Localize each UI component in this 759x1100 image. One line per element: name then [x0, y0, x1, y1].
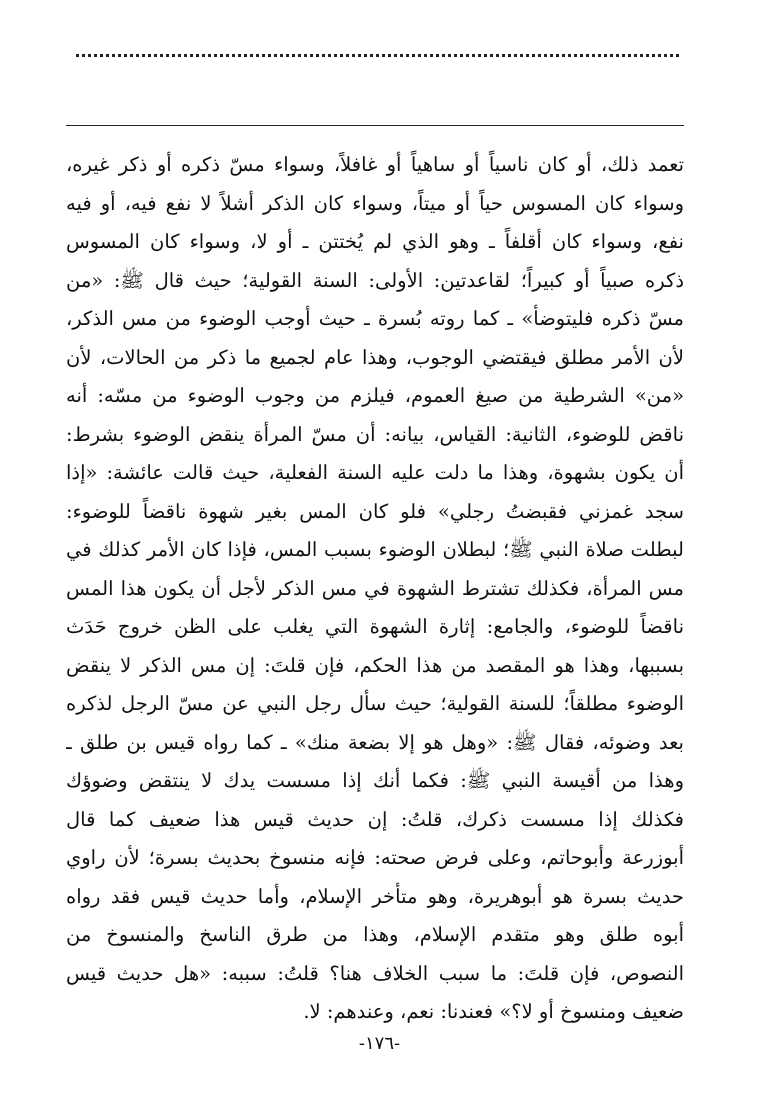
text-line: لبطلت صلاة النبي ﷺ؛ لبطلان الوضوء بسبب المس، فإذا كان الأمر كذلك في	[66, 538, 684, 561]
header-rule	[66, 125, 684, 126]
text-line: حديث بسرة هو أبوهريرة، وهو متأخر الإسلام، وأما حديث قيس فقد رواه	[66, 884, 684, 908]
text-line: فكذلك إذا مسست ذكرك، قلتُ: إن حديث قيس هذا ضعيف كما قال	[66, 807, 684, 831]
text-line: ناقض للوضوء، الثانية: القياس، بيانه: أن مسّ المرأة ينقض الوضوء بشرط:	[66, 422, 684, 446]
text-line: تعمد ذلك، أو كان ناسياً أو ساهياً أو غافلاً، وسواء مسّ ذكره أو ذكر غيره،	[66, 153, 684, 176]
text-line: «من» الشرطية من صيغ العموم، فيلزم من وجوب الوضوء من مسّه: أنه	[66, 384, 684, 407]
text-line: أبوزرعة وأبوحاتم، وعلى فرض صحته: فإنه منسوخ بحديث بسرة؛ لأن راوي	[66, 846, 684, 869]
text-line: مسّ ذكره فليتوضأ» ـ كما روته بُسرة ـ حيث أوجب الوضوء من مس الذكر،	[66, 307, 684, 330]
text-line: ناقضاً للوضوء، والجامع: إثارة الشهوة التي يغلب على الظن خروج حَدَث	[66, 615, 684, 638]
body-text	[66, 146, 684, 1032]
text-line: أن يكون بشهوة، وهذا ما دلت عليه السنة الفعلية، حيث قالت عائشة: «إذا	[66, 461, 684, 484]
text-line: ضعيف ومنسوخ أو لا؟» فعندنا: نعم، وعندهم: لا.	[303, 1000, 684, 1023]
text-line: لأن الأمر مطلق فيقتضي الوجوب، وهذا عام لجميع ما ذكر من الحالات، لأن	[66, 345, 684, 369]
text-line: النصوص، فإن قلتَ: ما سبب الخلاف هنا؟ قلتُ: سببه: «هل حديث قيس	[66, 961, 684, 985]
dotted-separator	[76, 54, 679, 57]
text-line: بسببها، وهذا هو المقصد من هذا الحكم، فإن قلتَ: إن مس الذكر لا ينقض	[66, 653, 684, 677]
text-line: أبوه طلق وهو متقدم الإسلام، وهذا من طرق الناسخ والمنسوخ من	[66, 923, 684, 946]
page-number: -١٧٦-	[358, 1033, 401, 1054]
text-line: مس المرأة، فكذلك تشترط الشهوة في مس الذكر لأجل أن يكون هذا المس	[66, 576, 684, 600]
text-line: ذكره صبياً أو كبيراً؛ لقاعدتين: الأولى: السنة القولية؛ حيث قال ﷺ: «من	[66, 268, 684, 292]
text-line: وهذا من أقيسة النبي ﷺ: فكما أنك إذا مسست يدك لا ينتقض وضوؤك	[66, 769, 684, 792]
text-line: بعد وضوئه، فقال ﷺ: «وهل هو إلا بضعة منك» ـ كما رواه قيس بن طلق ـ	[66, 730, 684, 754]
text-line: نفع، وسواء كان أقلفاً ـ وهو الذي لم يُختتن ـ أو لا، وسواء كان المسوس	[66, 230, 684, 253]
text-line: الوضوء مطلقاً؛ للسنة القولية؛ حيث سأل رجل النبي عن مسّ الرجل لذكره	[66, 692, 684, 715]
text-line: سجد غمزني فقبضتُ رجلي» فلو كان المس بغير شهوة ناقضاً للوضوء:	[66, 499, 684, 523]
text-line: وسواء كان المسوس حياً أو ميتاً، وسواء كان الذكر أشلاً لا نفع فيه، أو فيه	[66, 191, 684, 215]
